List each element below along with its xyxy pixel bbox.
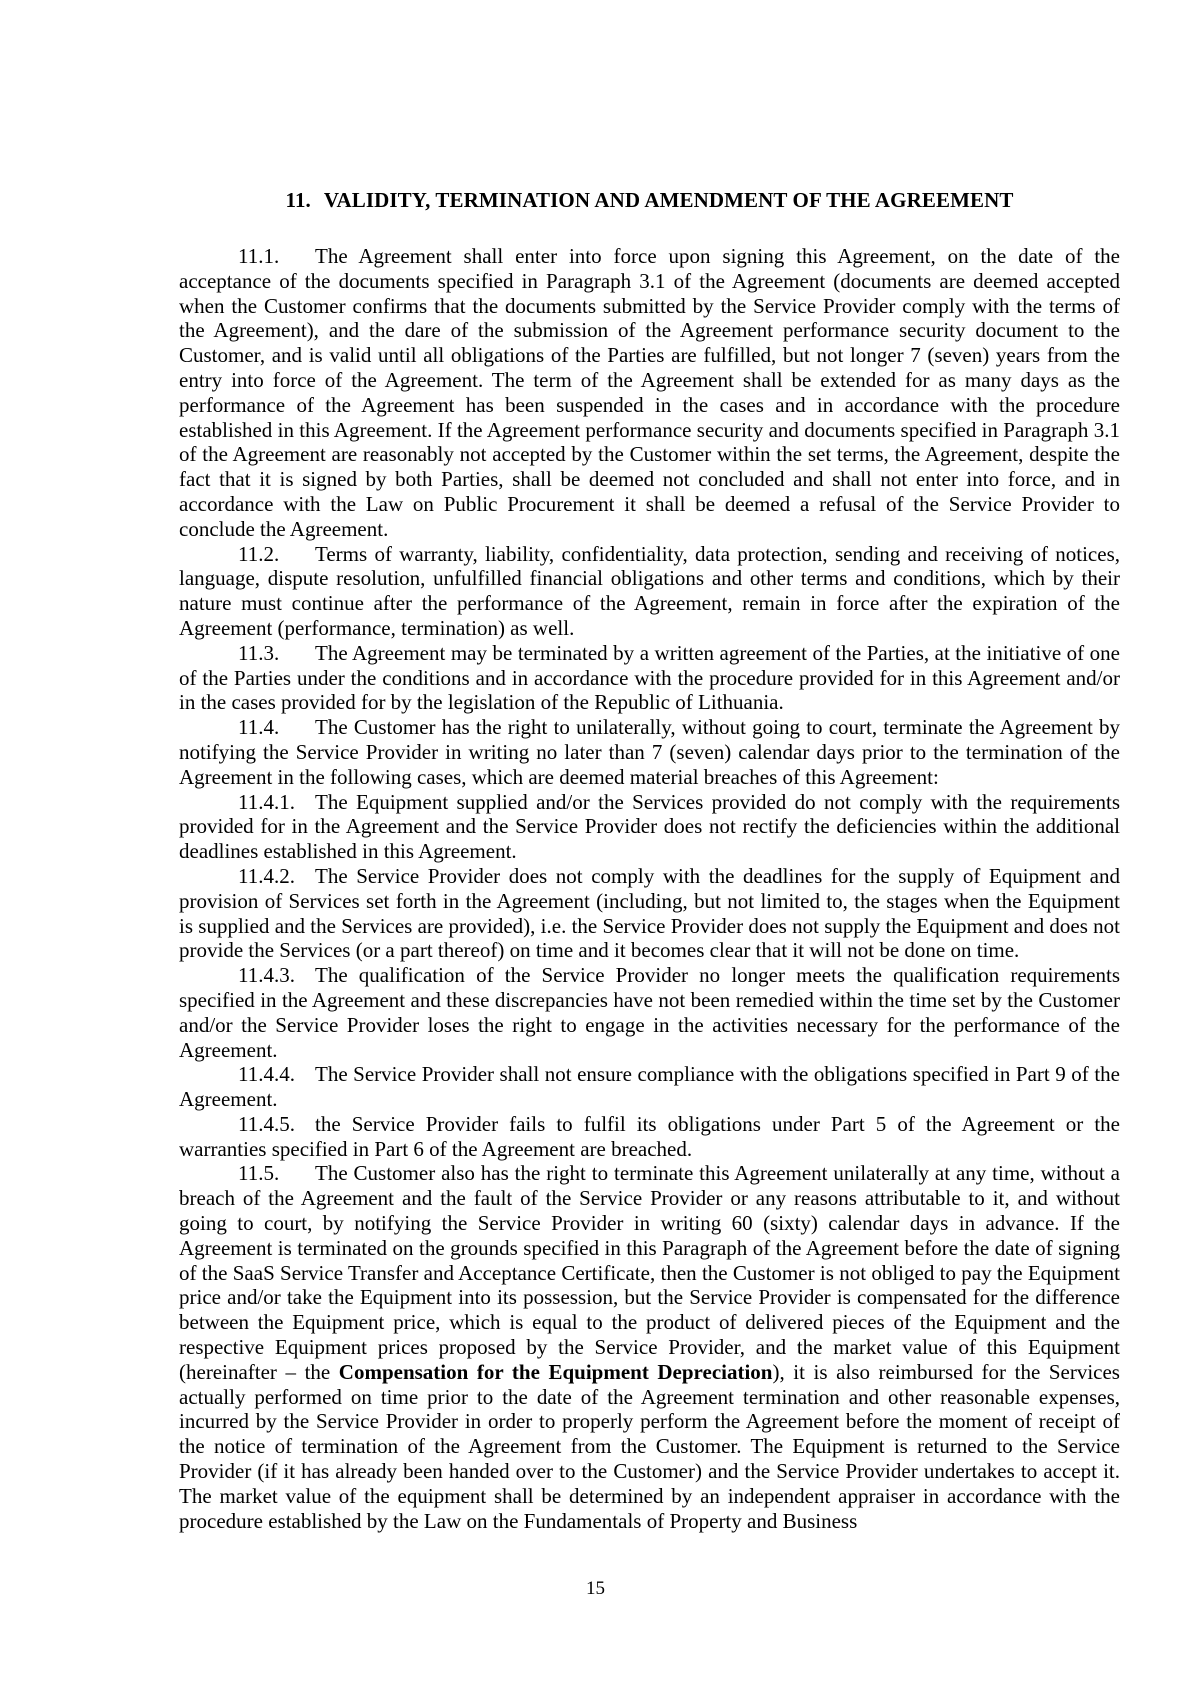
- clause-text: The Agreement may be terminated by a written agreement of the Parties, at the initiative of one of the Parties under the conditions and in accordance with the procedure provided for in this Agreement and/or in the cases provided for by the legislation of the Republic of Lithuania.: [179, 640, 1120, 715]
- clause-11-4-1: [179, 790, 1120, 864]
- clause-text: The Service Provider shall not ensure compliance with the obligations specified in Part 9 of the Agreement.: [179, 1062, 1120, 1112]
- clause-number: 11.4.1.: [238, 789, 295, 814]
- clause-11-3: [179, 641, 1120, 715]
- clause-11-4-3: [179, 963, 1120, 1062]
- section-heading-title: VALIDITY, TERMINATION AND AMENDMENT OF THE AGREEMENT: [323, 188, 1014, 212]
- clause-11-4-4: [179, 1062, 1120, 1112]
- page-number: 15: [586, 1578, 605, 1599]
- section-heading: [179, 188, 1120, 213]
- clause-number: 11.5.: [238, 1161, 280, 1186]
- document-body: [179, 188, 1120, 1533]
- clause-text: The Customer has the right to unilaterally, without going to court, terminate the Agreement by notifying the Service Provider in writing no later than 7 (seven) calendar days prior to the termination of the Agreement in the following cases, which are deemed material breaches of this Agreement:: [179, 715, 1120, 789]
- clause-number: 11.4.4.: [238, 1062, 295, 1087]
- clause-11-4-2: [179, 864, 1120, 963]
- clause-number: 11.3.: [238, 640, 280, 665]
- clause-text: The qualification of the Service Provider no longer meets the qualification requirements specified in the Agreement and these discrepancies have not been remedied within the time set by the Customer and/or the Service Provider loses the right to engage in the activities necessary for the performance of the Agreement.: [179, 963, 1120, 1062]
- clause-11-1: [179, 244, 1120, 542]
- clause-11-4: [179, 715, 1120, 789]
- clause-text: The Service Provider does not comply with the deadlines for the supply of Equipment and provision of Services set forth in the Agreement (including, but not limited to, the stages when the Equipment is supplied and the Services are provided), i.e. the Service Provider does not supply the Equipment and does not provide the Services (or a part thereof) on time and it becomes clear that it will not be done on time.: [179, 863, 1120, 963]
- clause-11-2: [179, 542, 1120, 641]
- clause-11-4-5: [179, 1112, 1120, 1162]
- clause-text-continued: ), it is also reimbursed for the Services actually performed on time prior to the date of the Agreement termination and other reasonable expenses, incurred by the Service Provider in order to properly perform the Agreement before the moment of receipt of the notice of termination of the Agreement from the Customer. The Equipment is returned to the Service Provider (if it has already been handed over to the Customer) and the Service Provider undertakes to accept it. The market value of the equipment shall be determined by an independent appraiser in accordance with the procedure established by the Law on the Fundamentals of Property and Business: [179, 1359, 1120, 1533]
- clause-number: 11.4.: [238, 715, 280, 740]
- clause-text: The Equipment supplied and/or the Services provided do not comply with the requirements provided for in the Agreement and the Service Provider does not rectify the deficiencies within the additional deadlines established in this Agreement.: [179, 789, 1120, 864]
- clause-text: the Service Provider fails to fulfil its obligations under Part 5 of the Agreement or the warranties specified in Part 6 of the Agreement are breached.: [179, 1111, 1120, 1161]
- clause-number: 11.4.2.: [238, 863, 295, 888]
- clause-number: 11.2.: [238, 541, 280, 566]
- clause-text: Terms of warranty, liability, confidentiality, data protection, sending and receiving of notices, language, dispute resolution, unfulfilled financial obligations and other terms and conditions, which by their nature must continue after the performance of the Agreement, remain in force after the expiration of the Agreement (performance, termination) as well.: [179, 541, 1120, 640]
- clause-11-5: [179, 1161, 1120, 1533]
- clause-text: The Customer also has the right to terminate this Agreement unilaterally at any time, without a breach of the Agreement and the fault of the Service Provider or any reasons attributable to it, and without going to court, by notifying the Service Provider in writing 60 (sixty) calendar days in advance. If the Agreement is terminated on the grounds specified in this Paragraph of the Agreement before the date of signing of the SaaS Service Transfer and Acceptance Certificate, then the Customer is not obliged to pay the Equipment price and/or take the Equipment into its possession, but the Service Provider is compensated for the difference between the Equipment price, which is equal to the product of delivered pieces of the Equipment and the respective Equipment prices proposed by the Service Provider, and the market value of this Equipment (hereinafter – the: [179, 1161, 1120, 1384]
- clause-number: 11.4.5.: [238, 1111, 295, 1136]
- clause-number: 11.4.3.: [238, 963, 295, 988]
- clause-number: 11.1.: [238, 244, 280, 268]
- clause-text: The Agreement shall enter into force upon signing this Agreement, on the date of the acceptance of the documents specified in Paragraph 3.1 of the Agreement (documents are deemed accepted when the Customer confirms that the documents submitted by the Service Provider comply with the terms of the Agreement), and the dare of the submission of the Agreement performance security document to the Customer, and is valid until all obligations of the Parties are fulfilled, but not longer 7 (seven) years from the entry into force of the Agreement. The term of the Agreement shall be extended for as many days as the performance of the Agreement has been suspended in the cases and in accordance with the procedure established in this Agreement. If the Agreement performance security and documents specified in Paragraph 3.1 of the Agreement are reasonably not accepted by the Customer within the set terms, the Agreement, despite the fact that it is signed by both Parties, shall be deemed not concluded and shall not enter into force, and in accordance with the Law on Public Procurement it shall be deemed a refusal of the Service Provider to conclude the Agreement.: [179, 244, 1120, 541]
- defined-term-compensation: Compensation for the Equipment Depreciation: [338, 1359, 773, 1384]
- section-heading-number: 11.: [285, 188, 311, 212]
